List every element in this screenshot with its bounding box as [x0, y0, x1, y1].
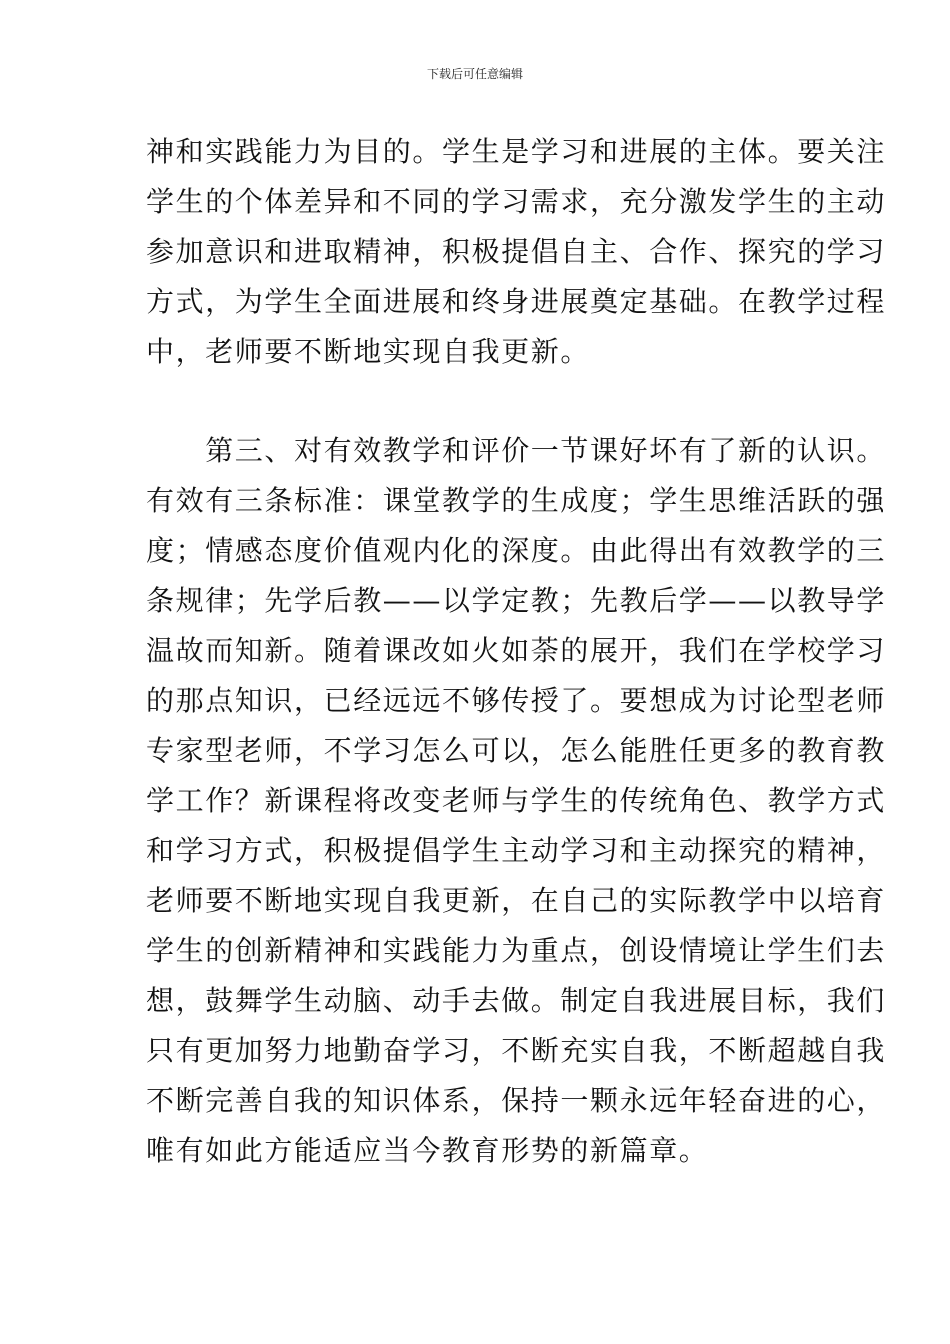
text-line: 想，鼓舞学生动脑、动手去做。制定自我进展目标，我们: [146, 984, 887, 1017]
text-line: 度；情感态度价值观内化的深度。由此得出有效教学的三: [146, 534, 887, 567]
text-line: 中，老师要不断地实现自我更新。: [146, 335, 591, 368]
text-line: 老师要不断地实现自我更新，在自己的实际教学中以培育: [146, 884, 887, 917]
text-line: 方式，为学生全面进展和终身进展奠定基础。在教学过程: [146, 285, 887, 318]
paragraph-1: [146, 127, 887, 377]
text-line: 不断完善自我的知识体系，保持一颗永远年轻奋进的心，: [146, 1084, 887, 1117]
text-line: 和学习方式，积极提倡学生主动学习和主动探究的精神，: [146, 834, 887, 867]
text-line: 学生的个体差异和不同的学习需求，充分激发学生的主动: [146, 185, 887, 218]
text-line: 唯有如此方能适应当今教育形势的新篇章。: [146, 1134, 709, 1167]
text-line: 参加意识和进取精神，积极提倡自主、合作、探究的学习: [146, 235, 887, 268]
text-line: 专家型老师，不学习怎么可以，怎么能胜任更多的教育教: [146, 734, 887, 767]
text-line: 只有更加努力地勤奋学习，不断充实自我，不断超越自我: [146, 1034, 887, 1067]
paragraph-2: [146, 426, 887, 1176]
text-line: 神和实践能力为目的。学生是学习和进展的主体。要关注: [146, 135, 887, 168]
text-line: 的那点知识，已经远远不够传授了。要想成为讨论型老师: [146, 684, 887, 717]
text-line: 温故而知新。随着课改如火如荼的展开，我们在学校学习: [146, 634, 887, 667]
text-line: 条规律；先学后教——以学定教；先教后学——以教导学: [146, 584, 887, 617]
text-line: 学工作？新课程将改变老师与学生的传统角色、教学方式: [146, 784, 887, 817]
text-line: 第三、对有效教学和评价一节课好坏有了新的认识。: [146, 434, 887, 467]
page-header: 下载后可任意编辑: [426, 67, 523, 81]
text-line: 有效有三条标准：课堂教学的生成度；学生思维活跃的强: [146, 484, 887, 517]
text-line: 学生的创新精神和实践能力为重点，创设情境让学生们去: [146, 934, 887, 967]
